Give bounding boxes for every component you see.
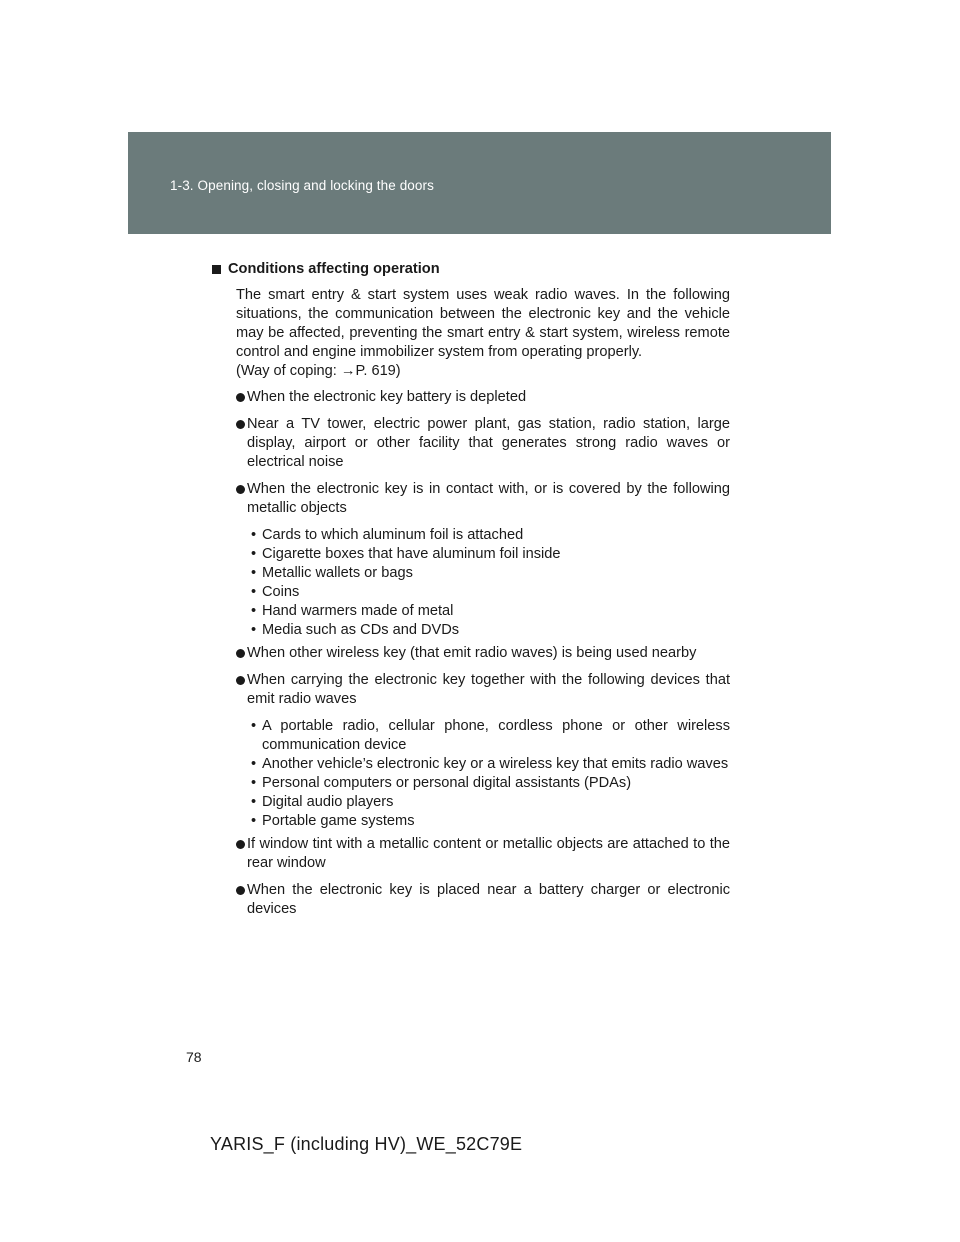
list-item: When the electronic key battery is depleted bbox=[210, 388, 730, 407]
sub-list-item: • Cards to which aluminum foil is attached bbox=[251, 527, 524, 543]
way-of-coping-reference: (Way of coping: →P. 619) bbox=[236, 363, 401, 379]
section-heading bbox=[210, 260, 730, 279]
list-item: When the electronic key is in contact with, or is covered by the following metallic objects bbox=[210, 480, 730, 518]
list-item: When the electronic key is placed near a battery charger or electronic devices bbox=[210, 881, 730, 919]
intro-paragraph bbox=[236, 286, 730, 381]
list-item: When carrying the electronic key together with the following devices that emit radio waves bbox=[210, 671, 730, 709]
sub-list-item: • Coins bbox=[251, 584, 300, 600]
square-bullet-icon bbox=[212, 265, 221, 274]
sub-list-item: • A portable radio, cellular phone, cordless phone or other wireless communication device bbox=[251, 718, 730, 753]
circle-bullet-icon bbox=[236, 649, 245, 658]
sub-list-item: • Portable game systems bbox=[251, 813, 415, 829]
circle-bullet-icon bbox=[236, 886, 245, 895]
section-title: 1-3. Opening, closing and locking the doors bbox=[170, 178, 434, 193]
section-header bbox=[128, 132, 831, 234]
sub-list-item: • Another vehicle’s electronic key or a wireless key that emits radio waves bbox=[251, 756, 729, 772]
sub-list-item: • Cigarette boxes that have aluminum foil inside bbox=[251, 546, 561, 562]
sub-list-item: • Hand warmers made of metal bbox=[251, 603, 454, 619]
sub-list-item: • Digital audio players bbox=[251, 794, 394, 810]
circle-bullet-icon bbox=[236, 420, 245, 429]
circle-bullet-icon bbox=[236, 393, 245, 402]
circle-bullet-icon bbox=[236, 485, 245, 494]
circle-bullet-icon bbox=[236, 840, 245, 849]
list-item: If window tint with a metallic content or metallic objects are attached to the rear window bbox=[210, 835, 730, 873]
sub-list-item: • Metallic wallets or bags bbox=[251, 565, 413, 581]
list-item: Near a TV tower, electric power plant, gas station, radio station, large display, airport or other facility that generates strong radio waves or electrical noise bbox=[210, 415, 730, 472]
list-item: When other wireless key (that emit radio waves) is being used nearby bbox=[210, 644, 730, 663]
sub-list-item: • Media such as CDs and DVDs bbox=[251, 622, 460, 638]
radio-devices-list bbox=[210, 717, 730, 831]
main-content bbox=[210, 260, 730, 927]
intro-text: The smart entry & start system uses weak radio waves. In the following situations, the communication between the electronic key and the vehicle may be affected, preventing the smart entry & start system, wireless remote control and engine immobilizer system from operating properly. bbox=[236, 287, 730, 360]
metallic-objects-list bbox=[210, 526, 730, 640]
sub-list-item: • Personal computers or personal digital assistants (PDAs) bbox=[251, 775, 632, 791]
page-number: 78 bbox=[186, 1049, 202, 1065]
document-footer: YARIS_F (including HV)_WE_52C79E bbox=[210, 1134, 523, 1154]
heading-text: Conditions affecting operation bbox=[228, 261, 440, 277]
circle-bullet-icon bbox=[236, 676, 245, 685]
